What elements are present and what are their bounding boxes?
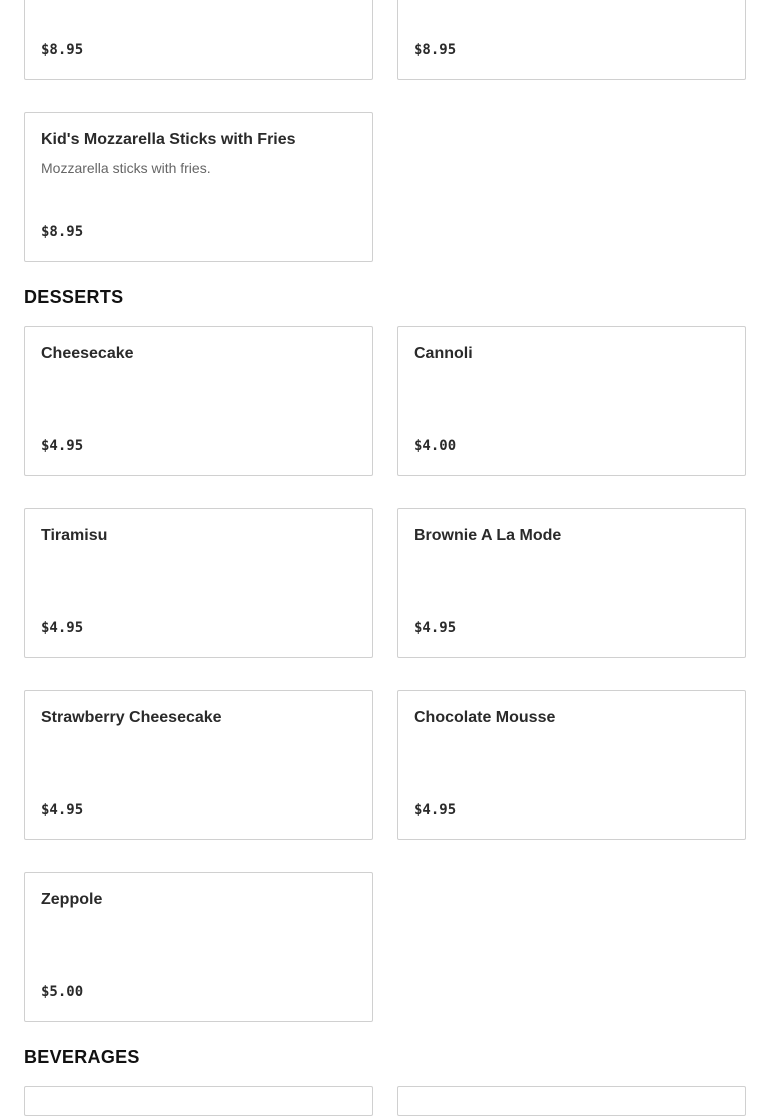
menu-item-name: Kid's Mozzarella Sticks with Fries <box>41 131 296 148</box>
menu-item-price: $8.95 <box>41 42 84 58</box>
menu-item-price: $4.95 <box>414 802 457 818</box>
menu-item-price: $5.00 <box>41 984 84 1000</box>
menu-item-price: $4.95 <box>41 438 84 454</box>
menu-item-name: Tiramisu <box>41 527 108 544</box>
menu-item-card[interactable] <box>24 872 373 1022</box>
menu-item-price: $4.95 <box>41 620 84 636</box>
menu-item-name: Cheesecake <box>41 345 134 362</box>
menu-item-card[interactable] <box>24 690 373 840</box>
menu-item-name: Zeppole <box>41 891 103 908</box>
menu-item-description: Mozzarella sticks with fries. <box>41 160 211 176</box>
menu-item-price: $8.95 <box>41 224 84 240</box>
menu-item-price: $4.95 <box>41 802 84 818</box>
menu-item-name: Strawberry Cheesecake <box>41 709 222 726</box>
menu-item-card[interactable] <box>397 508 746 658</box>
menu-item-card[interactable] <box>397 326 746 476</box>
menu-item-card[interactable] <box>24 112 373 262</box>
menu-item-price: $4.95 <box>414 620 457 636</box>
section-title-desserts: DESSERTS <box>24 287 124 307</box>
menu-item-card[interactable] <box>24 1086 373 1116</box>
menu-item-card[interactable] <box>397 1086 746 1116</box>
menu-item-price: $8.95 <box>414 42 457 58</box>
menu-item-card[interactable] <box>24 326 373 476</box>
menu-item-name: Chocolate Mousse <box>414 709 556 726</box>
menu-item-card[interactable] <box>24 508 373 658</box>
menu-item-card[interactable] <box>397 0 746 80</box>
menu-item-price: $4.00 <box>414 438 457 454</box>
menu-item-card[interactable] <box>397 690 746 840</box>
menu-item-name: Brownie A La Mode <box>414 527 562 544</box>
menu-item-name: Cannoli <box>414 345 473 362</box>
menu-item-card[interactable] <box>24 0 373 80</box>
section-title-beverages: BEVERAGES <box>24 1047 140 1067</box>
